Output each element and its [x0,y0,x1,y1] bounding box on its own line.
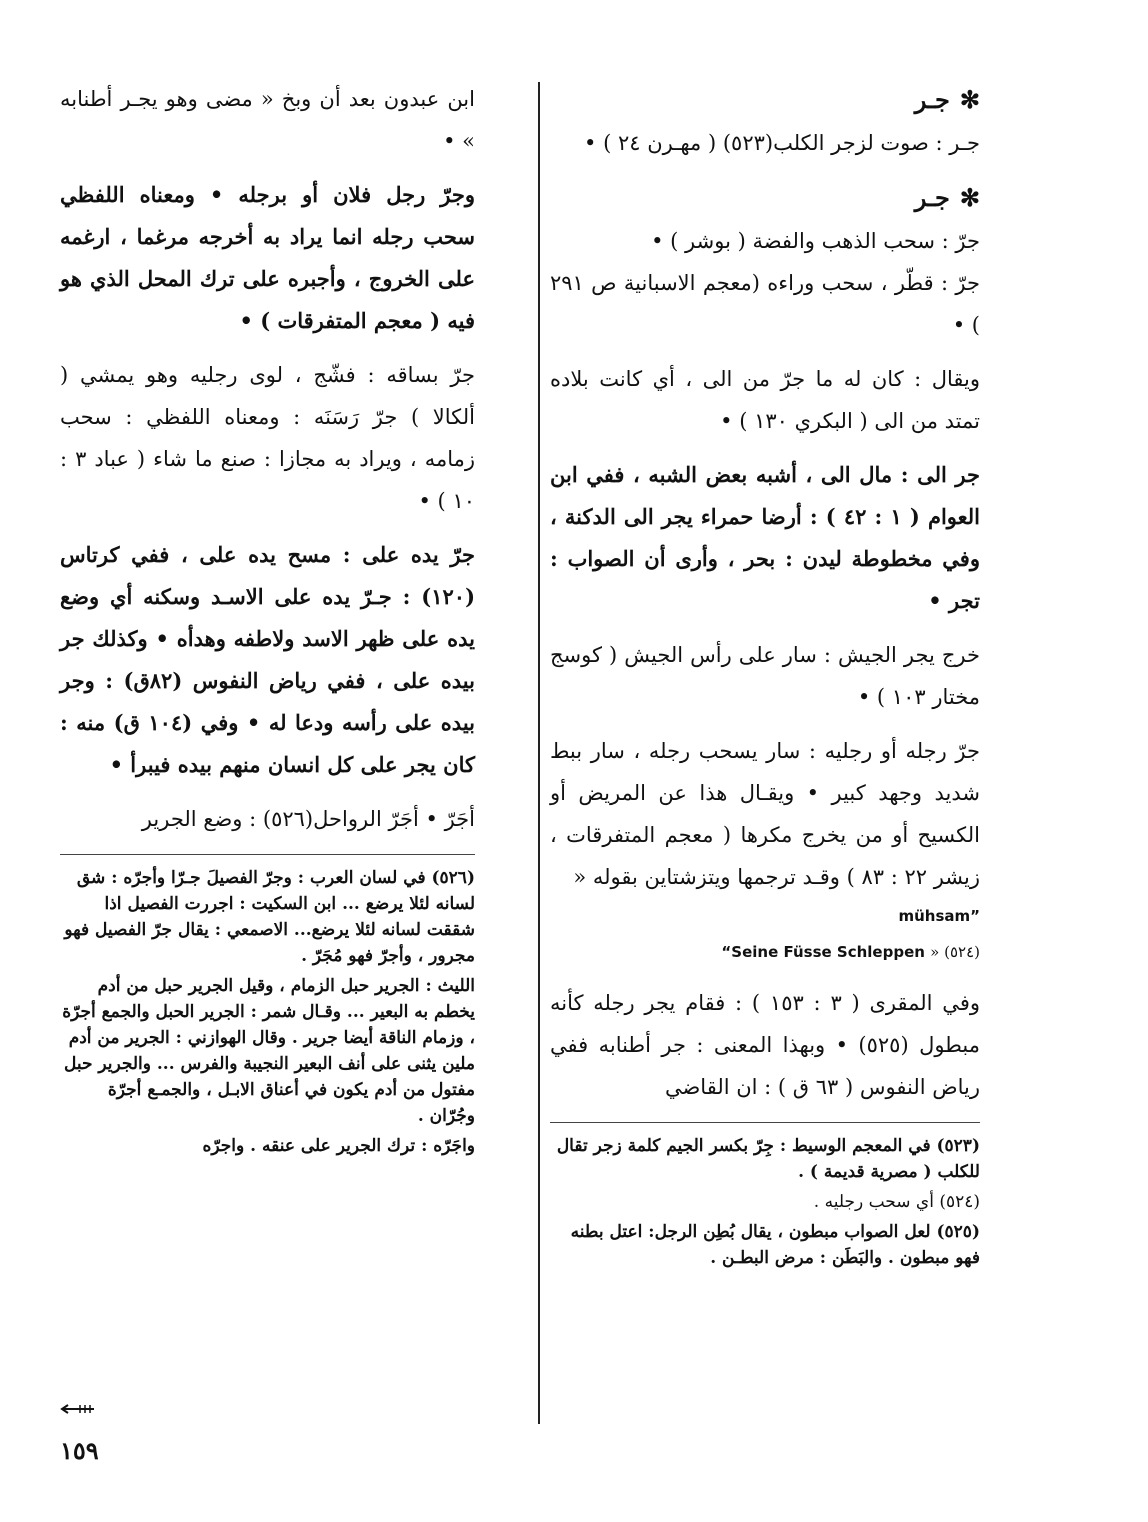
page-number: ١٥٩ [60,1436,99,1465]
left-column [60,78,475,1163]
entry-paragraph: وجرّ رجل فلان أو برجله • ومعناه اللفظي سحب رجله انما يراد به أخرجه مرغما ، ارغمه على الخروج ، وأجبره على ترك المحل الذي هو فيه ( معجم المتفرقات ) • [60,182,475,333]
right-column [550,78,980,1275]
footnotes [550,1133,980,1271]
continuation-arrow-icon [60,1404,96,1414]
entry-paragraph: ابن عبدون بعد أن وبخ « مضى وهو يجـر أطنابه » • [60,87,475,153]
entry-line: جرّ : سحب الذهب والفضة ( بوشر ) • [651,229,980,253]
asterisk-icon: ✻ [959,183,980,212]
entry-paragraph: جـر : صوت لزجر الكلب(٥٢٣) ( مهـرن ٢٤ ) • [584,131,980,155]
footnote-rule [550,1122,980,1123]
footnote-rule [60,854,475,855]
footnotes [60,865,475,1159]
footnote: واجَرّه : ترك الجرير على عنقه . واجرّه [202,1136,475,1156]
latin-quote: “Seine Füsse Schleppen » (٥٢٤) [721,943,980,961]
entry-heading: ✻جـر [914,183,980,212]
entry-paragraph: ويقال : كان له ما جرّ من الى ، أي كانت بلاده تمتد من الى ( البكري ١٣٠ ) • [550,367,980,433]
footnote: (٥٢٤) أي سحب رجليه . [813,1192,980,1212]
asterisk-icon: ✻ [959,85,980,114]
entry-paragraph: وفي المقرى ( ٣ : ١٥٣ ) : فقام يجر رجله كأنه مبطول (٥٢٥) • وبهذا المعنى : جر أطنابه ففي رياض النفوس ( ٦٣ ق ) : ان القاضي [550,991,980,1099]
footnote: (٥٢٦) في لسان العرب : وجرّ الفصيلَ جـرّا وأجرّه : شق لسانه لئلا يرضع ... ابن السكيت : اجررت الفصيل اذا شققت لسانه لئلا يرضع... الاصمعي : يقال جرّ الفصيل فهو مجرور ، وأجرّ فهو مُجَرّ . [64,868,475,966]
entry-heading: ✻جـر [914,85,980,114]
entry-paragraph: جرّ يده على : مسح يده على ، ففي كرتاس (١٢٠) : جـرّ يده على الاسـد وسكنه أي وضع يده على ظهر الاسد ولاطفه وهدأه • وكذلك جر بيده على ، ففي رياض النفوس (٨٢ق) : وجر بيده على رأسه ودعا له • وفي (١٠٤ ق) منه : كان يجر على كل انسان منهم بيده فيبرأ • [60,542,475,777]
footnote: (٥٢٣) في المعجم الوسيط : جِرّ بكسر الجيم كلمة زجر تقال للكلب ( مصرية قديمة ) . [556,1136,980,1182]
latin-quote: mühsam” [898,907,980,925]
entry-paragraph: خرج يجر الجيش : سار على رأس الجيش ( كوسج مختار ١٠٣ ) • [550,643,980,709]
entry-paragraph: أجَرّ • أجَرّ الرواحل(٥٢٦) : وضع الجرير [141,807,475,831]
footnote: الليث : الجرير حبل الزمام ، وقيل الجرير حبل من أدم يخطم به البعير ... وقـال شمر : الجرير الحبل والجمع أجرّة ، وزمام الناقة أيضا جرير . وقال الهوازني : الجرير من أدم ملين يثنى على أنف البعير النجيبة والفرس ... والجرير حبل مفتول من أدم يكون في أعناق الابـل ، والجمـع أجرّة وجُرّان . [62,976,475,1126]
entry-paragraph: جر الى : مال الى ، أشبه بعض الشبه ، ففي ابن العوام ( ١ : ٤٢ ) : أرضا حمراء يجر الى الدكنة ، وفي مخطوطة ليدن : بحر ، وأرى أن الصواب : تجر • [550,462,980,613]
entry-paragraph: جرّ رجله أو رجليه : سار يسحب رجله ، سار ببط شديد وجهد كبير • ويقـال هذا عن المريض أو الكسيح أو من يخرج مكرها ( معجم المتفرقات ، زيشر ٢٢ : ٨٣ ) وقـد ترجمها ويتزشتاين بقوله « [550,739,980,889]
entry-paragraph: جرّ بساقه : فشّج ، لوى رجليه وهو يمشي ( ألكالا ) جرّ رَسَنَه : ومعناه اللفظي : سحب زمامه ، ويراد به مجازا : صنع ما شاء ( عباد ٣ : ١٠ ) • [60,363,475,513]
footnote: (٥٢٥) لعل الصواب مبطون ، يقال بُطِن الرجل: اعتل بطنه فهو مبطون . والبَطَن : مرض البطـن . [570,1222,980,1268]
column-divider [538,82,540,1424]
entry-paragraph: جرّ : قطّر ، سحب وراءه (معجم الاسبانية ص ٢٩١ ) • [550,271,980,337]
